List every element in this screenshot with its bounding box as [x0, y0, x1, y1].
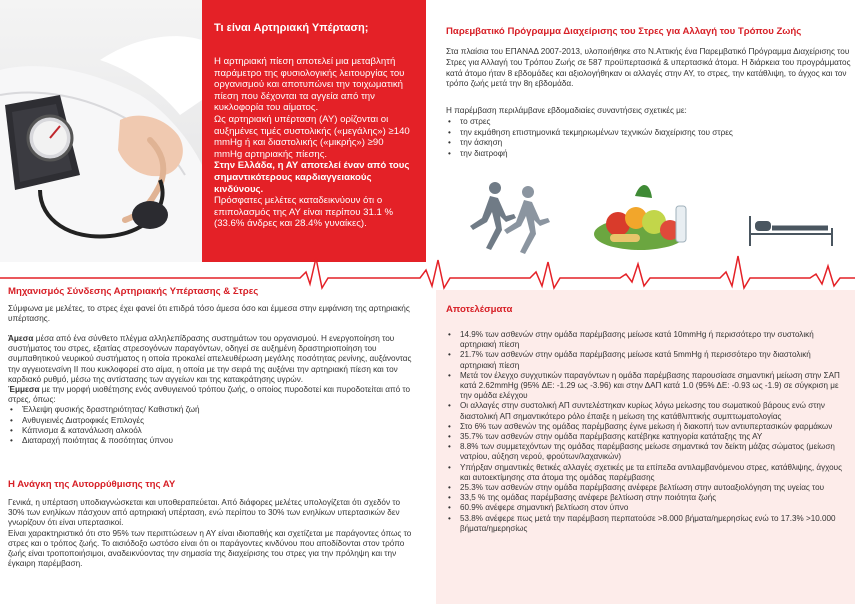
list-item: • Διαταραχή ποιότητας & ποσότητας ύπνου	[22, 436, 416, 446]
list-item: • Οι αλλαγές στην συστολική ΑΠ συντελέστηκαν κυρίως λόγω μείωσης του σωματικού βάρους ενώ στην διαστολική ΑΠ σημαντικότερο ρόλο έπαιξε η μείωση της κατάθλιπτικής συμπτωματολογίας	[460, 401, 846, 421]
list-item: • την άσκηση	[460, 138, 733, 149]
list-item: • 60.9% ανέφερε σημαντική βελτίωση στον ύπνο	[460, 503, 846, 513]
program-topics-list	[446, 117, 733, 159]
blood-pressure-illustration	[0, 0, 202, 262]
self-management-title: Η Ανάγκη της Αυτορρύθμισης της ΑΥ	[8, 479, 176, 490]
mechanism-section	[0, 278, 430, 604]
mechanism-title: Μηχανισμός Σύνδεσης Αρτηριακής Υπέρτασης & Στρες	[8, 286, 259, 297]
program-sessions-intro: Η παρέμβαση περιλάμβανε εβδομαδιαίες συναντήσεις σχετικές με:	[446, 106, 687, 115]
mechanism-intro: Σύμφωνα με μελέτες, το στρες έχει φανεί ότι επιδρά τόσο άμεσα όσο και έμμεσα στην εμφάνιση της αρτηριακής υπέρτασης.	[8, 304, 410, 324]
blood-pressure-photo	[0, 0, 202, 262]
list-item: • 25.3% των ασθενών στην ομάδα παρέμβασης ανέφερε βελτίωση στην αυτοαξιολόγηση της υγείας του	[460, 483, 846, 493]
hypertension-info-box	[202, 0, 426, 262]
list-item: • Μετά τον έλεγχο συγχυτικών παραγόντων η ομάδα παρέμβασης παρουσίασε σημαντική μείωση στην ΣΑΠ κατά 2.62mmHg (95% ΔΕ: -1.29 ως -3.96) και στην ΔΑΠ κατά 1.0 (95% ΔΕ: -0.93 ως -1.9) σε σύγκριση με την ομάδα ελέγχου	[460, 371, 846, 402]
list-item: • Υπήρξαν σημαντικές θετικές αλλαγές σχετικές με τα επίπεδα αντιλαμβανόμενου στρες, κατάθλιψης, άγχους και αυτοεκτίμησης στα άτομα της ομάδας παρέμβασης	[460, 463, 846, 483]
results-list	[460, 330, 846, 534]
list-item: • Έλλειψη φυσικής δραστηριότητας/ Καθιστική ζωή	[22, 405, 416, 415]
results-section	[436, 290, 855, 604]
mechanism-body	[8, 334, 416, 446]
list-item: • 21.7% των ασθενών στην ομάδα παρέμβασης μείωσε κατά 5mmHg ή περισσότερο την διαστολική αρτηριακή πίεση	[460, 350, 846, 370]
hypertension-prevalence: Πρόσφατες μελέτες καταδεικνύουν ότι ο επιπολασμός της ΑΥ είναι περίπου 31.1 % (33.6% άνδρες και 28.4% γυναίκες).	[214, 195, 394, 230]
lifestyle-factors-list	[8, 405, 416, 446]
mechanism-indirect: Έμμεσα με την μορφή υιοθέτησης ενός ανθυγιεινού τρόπου ζωής, ο οποίος πυροδοτεί και πυροδοτείται από το στρες, όπως:	[8, 385, 411, 405]
self-management-p2: Είναι χαρακτηριστικό ότι στο 95% των περιπτώσεων η ΑΥ είναι ιδιοπαθής και σχετίζεται με παράγοντες όπως το στρες και ο τρόπος ζωής. Το αισιόδοξο ωστόσο είναι ότι οι παράγοντες κινδύνου που αποδίδονται στον τρόπο ζωής είναι τροποποιήσιμοι, αναδεικνύοντας την σημασία της διαχείρισης του στρες για την πρόληψη και την έγκαιρη παρέμβαση.	[8, 528, 412, 569]
list-item: • Κάπνισμα & κατανάλωση αλκοόλ	[22, 426, 416, 436]
list-item: • 8.8% των συμμετεχόντων της ομάδας παρέμβασης μείωσε σημαντικά τον δείκτη μάζας σώματος (μείωση νατρίου, αύξηση νερού, φρούτων/λαχανικών)	[460, 442, 846, 462]
results-title: Αποτελέσματα	[446, 304, 513, 315]
program-title: Παρεμβατικό Πρόγραμμα Διαχείρισης του Στρες για Αλλαγή του Τρόπου Ζωής	[446, 26, 802, 37]
bed-icon	[750, 216, 832, 246]
hypertension-body	[214, 56, 414, 230]
list-item: • 53.8% ανέφερε πως μετά την παρέμβαση περπατούσε >8.000 βήματα/ημερησίως ενώ το 17.3% >10.000 βήματα/ημερησίως	[460, 514, 846, 534]
list-item: • 35.7% των ασθενών στην ομάδα παρέμβασης κατέβηκε κατηγορία κατάταξης της ΑΥ	[460, 432, 846, 442]
program-intro: Στα πλαίσια του ΕΠΑΝΑΔ 2007-2013, υλοποιήθηκε στο Ν.Αττικής ένα Παρεμβατικό Πρόγραμμα Διαχείρισης του Στρες για Αλλαγή του Τρόπου Ζωής σε 587 προϋπερτασικά & υπερτασικά άτομα. Η διάρκεια του προγράμματος κατά άτομο ήταν 8 εβδομάδες και αξιολογήθηκαν οι αλλαγές στην ΑΥ, το στρες, την κατάθλιψη, το άγχος και τον τρόπο ζωής μετά την 8η εβδομάδα.	[446, 47, 851, 89]
list-item: • το στρες	[460, 117, 733, 128]
list-item: • 33,5 % της ομάδας παρέμβασης ανέφερε βελτίωση στην ποιότητα ζωής	[460, 493, 846, 503]
hypertension-definition: Η αρτηριακή πίεση αποτελεί μια μεταβλητή παράμετρο της φυσιολογικής λειτουργίας του οργανισμού και αποτυπώνει την τοιχωματική πίεση που δέχονται τα αγγεία από την κυκλοφορία του αίματος.	[214, 56, 405, 114]
hypertension-title: Τι είναι Αρτηριακή Υπέρταση;	[214, 22, 369, 34]
hypertension-thresholds: Ως αρτηριακή υπέρταση (ΑΥ) ορίζονται οι αυξημένες τιμές συστολικής («μεγάλης») ≥140 mmHg ή και διαστολικής («μικρής») ≥90 mmHg αρτηριακής πίεσης.	[214, 113, 410, 160]
self-management-body	[8, 498, 416, 569]
mechanism-direct: Άμεσα μέσα από ένα σύνθετο πλέγμα αλληλεπίδρασης συστημάτων του οργανισμού. Η ενεργοποίηση του συστήματος του στρες, εξαιτίας στρεσογόνων παραγόντων, οδηγεί σε αυξημένη δραστηριοποίηση του συμπαθητικού νευρικού συστήματος η οποία προκαλεί απελευθέρωση μεγάλης ποσότητας ρενίνης, αυξάνοντας την αγγειοτενσίνη ΙΙ που κυκλοφορεί στο αίμα, η οποία με την σειρά της αυξάνει την αρτηριακή πίεση και τον καρδιακό ρυθμό, μέσω της αντίστασης των αγγείων και της κατακράτησης υγρών.	[8, 334, 412, 384]
list-item: • την διατροφή	[460, 149, 733, 160]
list-item: • Ανθυγιεινές Διατροφικές Επιλογές	[22, 416, 416, 426]
healthy-food-icon	[594, 185, 686, 250]
list-item: • 14.9% των ασθενών στην ομάδα παρέμβασης μείωσε κατά 10mmHg ή περισσότερο την συστολική αρτηριακή πίεση	[460, 330, 846, 350]
list-item: • Στο 6% των ασθενών της ομάδας παρέμβασης έγινε μείωση ή διακοπή των αντιυπερτασικών φαρμάκων	[460, 422, 846, 432]
hypertension-greece-risk: Στην Ελλάδα, η ΑΥ αποτελεί έναν από τους σημαντικότερους καρδιαγγειακούς κινδύνους.	[214, 160, 410, 195]
self-management-p1: Γενικά, η υπέρταση υποδιαγνώσκεται και υποθεραπεύεται. Από διάφορες μελέτες υπολογίζεται ότι σχεδόν το 30% των ενηλίκων πάσχουν από αρτηριακή υπέρταση, ενώ περίπου το 30% των ενηλίκων υπερτασικών δεν γνωρίζουν ότι είναι υπερτασικοί.	[8, 498, 401, 528]
runner-icon	[470, 182, 516, 250]
list-item: • την εκμάθηση επιστημονικά τεκμηριωμένων τεχνικών διαχείρισης του στρες	[460, 128, 733, 139]
